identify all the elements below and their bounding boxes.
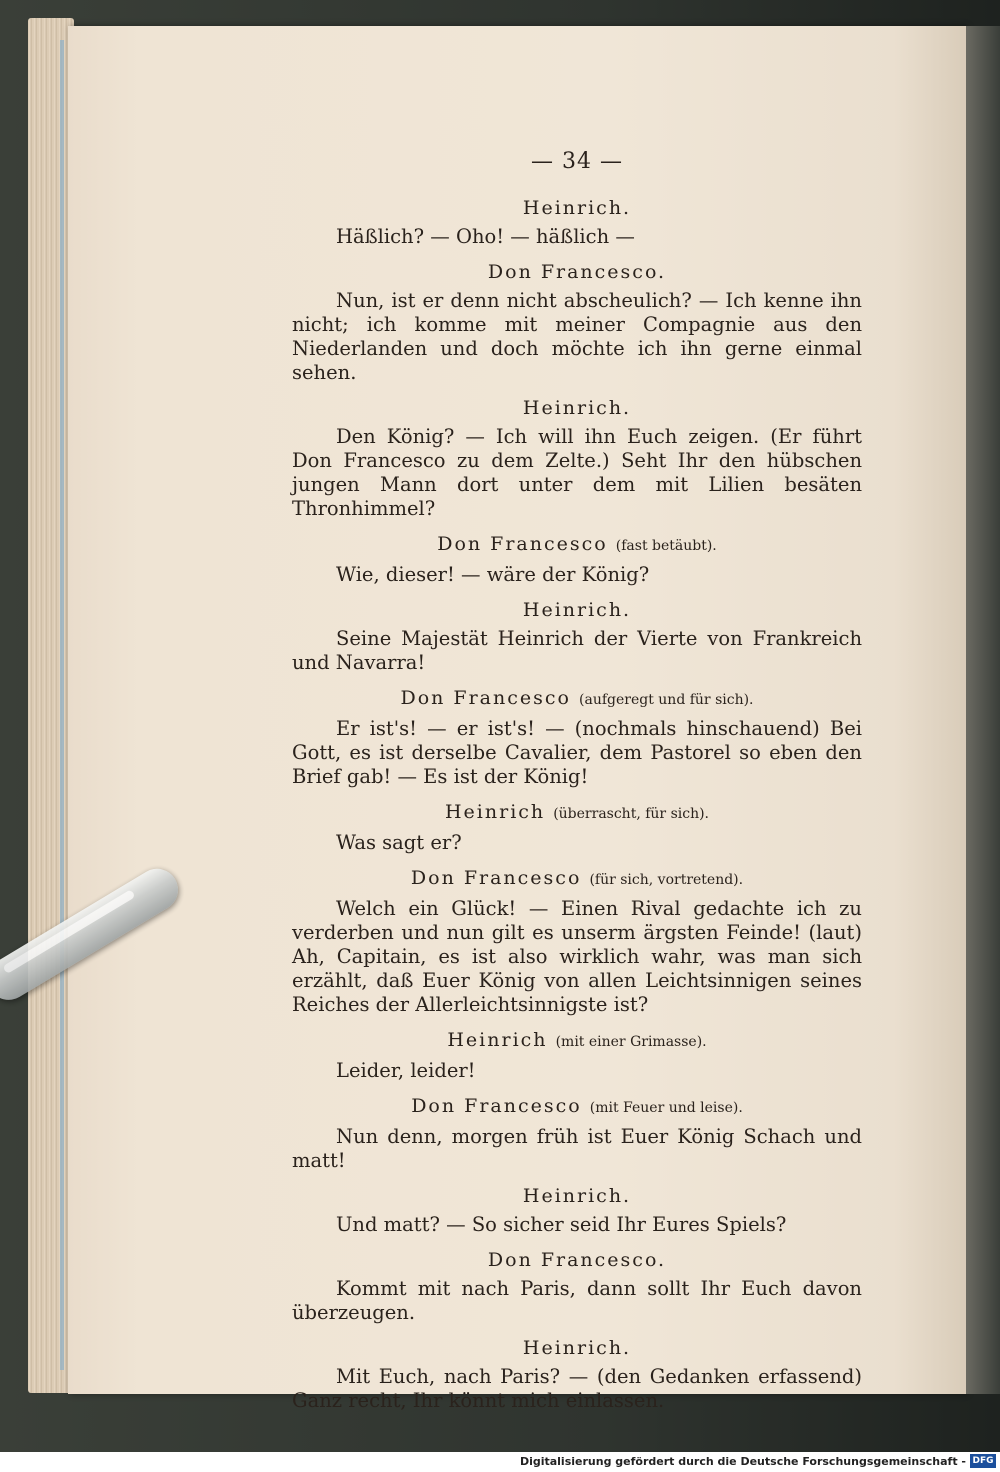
speaker-heading bbox=[292, 1248, 862, 1272]
dialogue-line: Häßlich? — Oho! — häßlich — bbox=[336, 225, 635, 248]
dialogue-line: Er ist's! — er ist's! — (nochmals hinschauend) Bei Gott, es ist derselbe Cavalier, dem Pastorel so eben den Brief gab! — Es ist der König! bbox=[292, 717, 862, 788]
speaker-name: Heinrich. bbox=[522, 599, 632, 621]
speaker-heading bbox=[292, 1094, 862, 1120]
footer-credit: Digitalisierung gefördert durch die Deutsche Forschungsgemeinschaft - bbox=[519, 1455, 966, 1468]
speaker-name: Heinrich bbox=[444, 801, 546, 823]
stage-direction: (mit einer Grimasse). bbox=[555, 1034, 707, 1050]
speaker-heading bbox=[292, 866, 862, 892]
speaker-name: Don Francesco bbox=[410, 867, 582, 889]
stage-direction: (mit Feuer und leise). bbox=[589, 1100, 743, 1116]
page-text bbox=[292, 150, 862, 1413]
speaker-name: Heinrich. bbox=[522, 397, 632, 419]
speaker-heading bbox=[292, 532, 862, 558]
speaker-heading bbox=[292, 196, 862, 220]
speaker-name: Don Francesco bbox=[400, 687, 571, 709]
speaker-name: Heinrich. bbox=[522, 197, 632, 219]
speaker-name: Heinrich. bbox=[522, 1337, 632, 1359]
speaker-name: Don Francesco bbox=[437, 533, 608, 555]
speaker-name: Don Francesco. bbox=[487, 1249, 667, 1271]
stage-direction: (überrascht, für sich). bbox=[553, 806, 710, 822]
dialogue-line: Mit Euch, nach Paris? — (den Gedanken erfassend) Ganz recht, Ihr könnt mich einlassen. bbox=[292, 1365, 862, 1412]
dialogue-line: Wie, dieser! — wäre der König? bbox=[336, 563, 650, 586]
speaker-heading bbox=[292, 260, 862, 284]
page-number: — 34 — bbox=[531, 149, 623, 174]
speaker-name: Heinrich bbox=[447, 1029, 548, 1051]
speaker-heading bbox=[292, 1028, 862, 1054]
dialogue-body bbox=[292, 196, 862, 1413]
speaker-name: Don Francesco bbox=[411, 1095, 582, 1117]
dialogue-line: Was sagt er? bbox=[336, 831, 462, 854]
speaker-heading bbox=[292, 1336, 862, 1360]
dfg-logo: DFG bbox=[970, 1454, 996, 1468]
book-gutter-shadow bbox=[966, 26, 1000, 1394]
dialogue-line: Seine Majestät Heinrich der Vierte von Frankreich und Navarra! bbox=[292, 627, 862, 674]
dialogue-line: Welch ein Glück! — Einen Rival gedachte ich zu verderben und nun gilt es unserm ärgsten Feinde! (laut) Ah, Capitain, es ist also wirklich wahr, was man sich erzählt, daß Euer König von allen Leichtsinnigen seines Reiches der Allerleichtsinnigste ist? bbox=[292, 897, 862, 1016]
stage-direction: (für sich, vortretend). bbox=[589, 872, 744, 888]
speaker-heading bbox=[292, 598, 862, 622]
speaker-heading bbox=[292, 1184, 862, 1208]
dialogue-line: Und matt? — So sicher seid Ihr Eures Spiels? bbox=[336, 1213, 787, 1236]
dialogue-line: Kommt mit nach Paris, dann sollt Ihr Euch davon überzeugen. bbox=[292, 1277, 862, 1324]
dialogue-line: Leider, leider! bbox=[336, 1059, 476, 1082]
speaker-heading bbox=[292, 686, 862, 712]
speaker-heading bbox=[292, 800, 862, 826]
speaker-name: Heinrich. bbox=[522, 1185, 632, 1207]
stage-direction: (fast betäubt). bbox=[615, 538, 717, 554]
book-edge-tint bbox=[60, 40, 64, 1370]
speaker-name: Don Francesco. bbox=[487, 261, 667, 283]
dialogue-line: Nun, ist er denn nicht abscheulich? — Ich kenne ihn nicht; ich komme mit meiner Compagnie aus den Niederlanden und doch möchte ich ihn gerne einmal sehen. bbox=[292, 289, 862, 384]
dialogue-line: Nun denn, morgen früh ist Euer König Schach und matt! bbox=[292, 1125, 862, 1172]
dialogue-line: Den König? — Ich will ihn Euch zeigen. (Er führt Don Francesco zu dem Zelte.) Seht Ihr den hübschen jungen Mann dort unter dem mit Lilien besäten Thronhimmel? bbox=[292, 425, 862, 520]
speaker-heading bbox=[292, 396, 862, 420]
stage-direction: (aufgeregt und für sich). bbox=[579, 692, 754, 708]
